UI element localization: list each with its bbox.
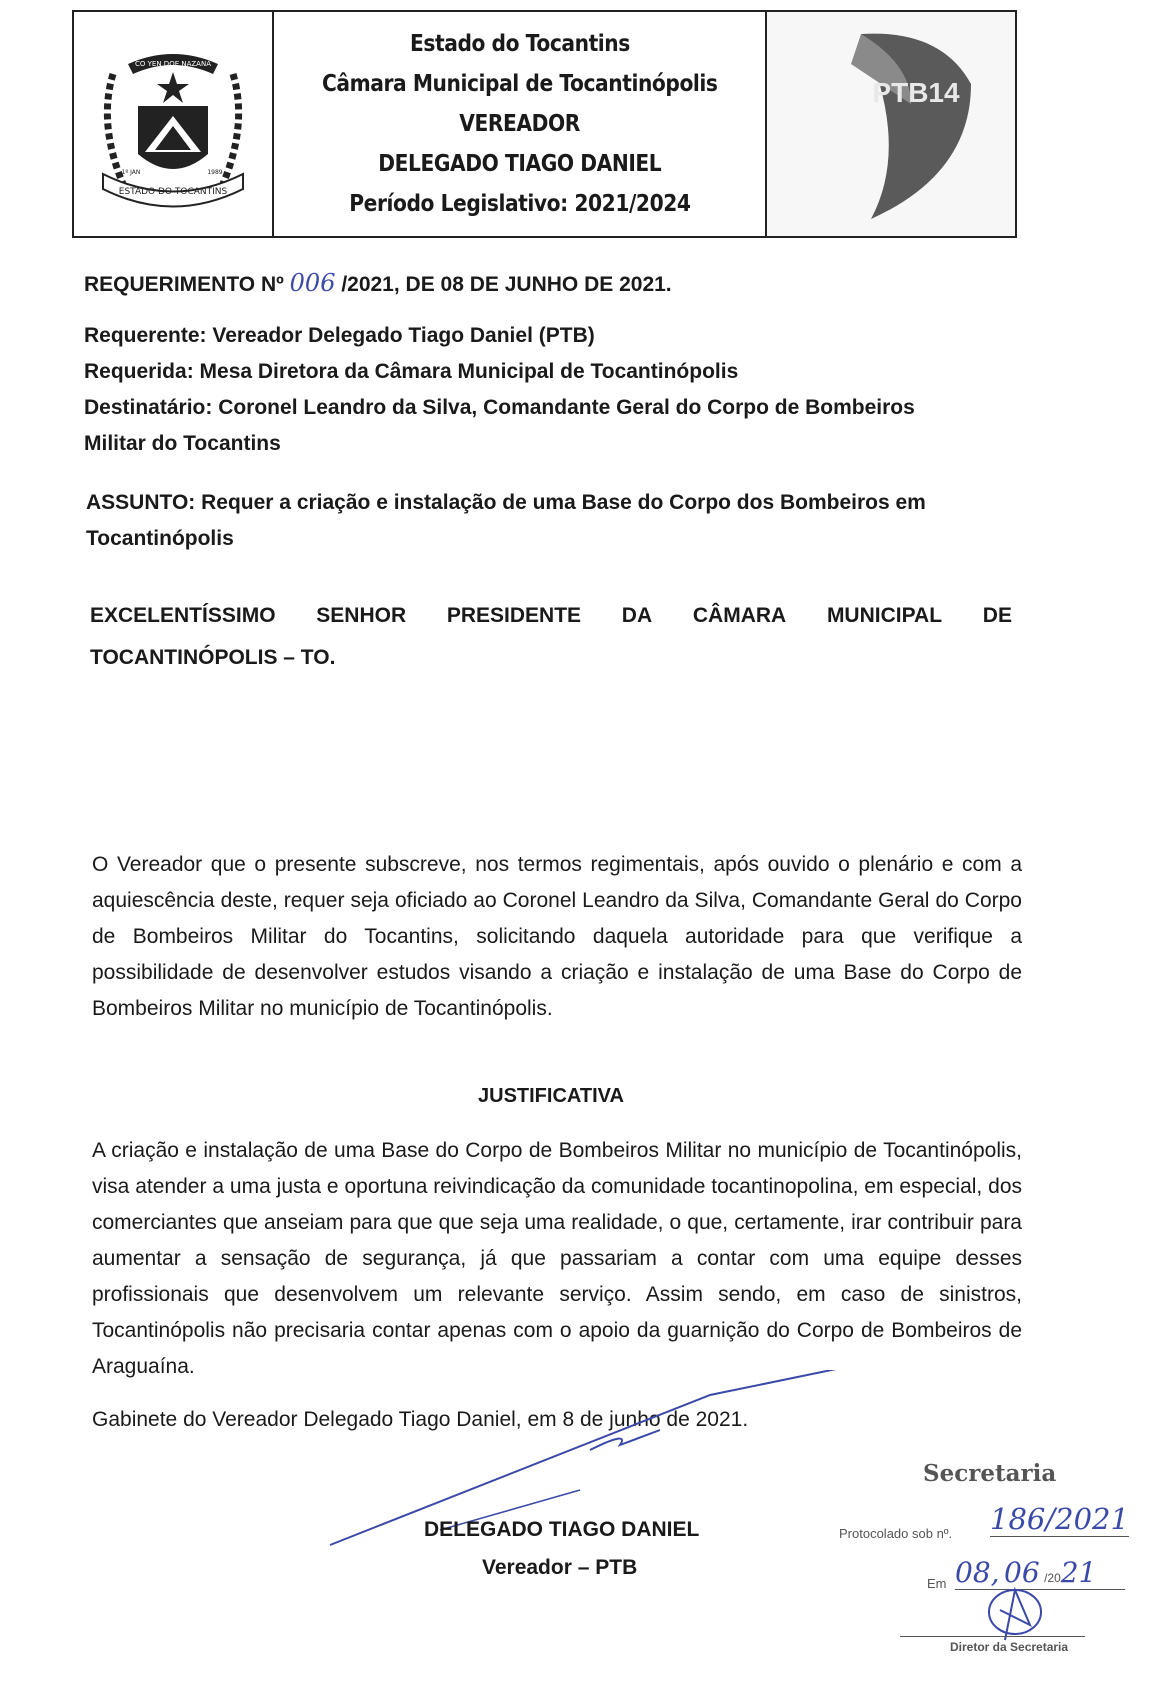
salutation-word: DE	[982, 604, 1012, 627]
salutation-word: DA	[621, 604, 653, 627]
svg-text:ESTADO DO TOCANTINS: ESTADO DO TOCANTINS	[118, 187, 228, 197]
requirement-number-line	[84, 265, 672, 303]
signatory-name: DELEGADO TIAGO DANIEL	[424, 1518, 700, 1541]
letterhead-title-block	[274, 12, 765, 236]
requirement-date: /2021, DE 08 DE JUNHO DE 2021.	[341, 273, 672, 296]
stamp-protocol-number: 186/2021	[990, 1502, 1129, 1536]
closing-line: Gabinete do Vereador Delegado Tiago Daniel, em 8 de junho de 2021.	[92, 1408, 749, 1431]
stamp-footer-label: Diretor da Secretaria	[950, 1640, 1069, 1654]
requested-line: Requerida: Mesa Diretora da Câmara Municipal de Tocantinópolis	[84, 360, 739, 383]
stamp-protocol-label: Protocolado sob nº.	[839, 1526, 953, 1541]
subject-line-2: Tocantinópolis	[86, 527, 234, 550]
salutation-line-2: TOCANTINÓPOLIS – TO.	[90, 646, 336, 669]
salutation-word: SENHOR	[316, 604, 407, 627]
subject-line-1: ASSUNTO: Requer a criação e instalação de uma Base do Corpo dos Bombeiros em	[86, 491, 926, 514]
stamp-footer-line	[900, 1636, 1085, 1637]
stamp-date-label: Em	[927, 1576, 947, 1591]
letterhead	[72, 10, 1017, 238]
justification-title: JUSTIFICATIVA	[478, 1085, 624, 1107]
state-name: Estado do Tocantins	[409, 31, 630, 57]
stamp-date: 08, 06 /2021	[955, 1556, 1125, 1590]
salutation-word: PRESIDENTE	[446, 604, 582, 627]
salutation-word: MUNICIPAL	[826, 604, 943, 627]
salutation-line-1	[90, 598, 1012, 634]
signatory-role: Vereador – PTB	[482, 1556, 638, 1579]
requirement-handwritten-number: 006	[289, 269, 336, 297]
tocantins-coat-of-arms-icon	[93, 34, 253, 214]
salutation-word: CÂMARA	[692, 604, 787, 627]
svg-text:CO YEN DOE NAZANA: CO YEN DOE NAZANA	[135, 60, 211, 68]
stamp-date-year-prefix: /20	[1044, 1571, 1061, 1585]
party-logo	[765, 12, 1015, 236]
stamp-date-month: 06	[1004, 1556, 1040, 1589]
chamber-name: Câmara Municipal de Tocantinópolis	[321, 71, 718, 97]
svg-text:PTB14: PTB14	[872, 77, 960, 108]
salutation-word: EXCELENTÍSSIMO	[90, 604, 276, 627]
stamp-date-year: 21	[1060, 1556, 1097, 1589]
recipient-line-1: Destinatário: Coronel Leandro da Silva, Comandante Geral do Corpo de Bombeiros	[84, 396, 915, 419]
legislative-period: Período Legislativo: 2021/2024	[348, 191, 691, 217]
request-body-paragraph: O Vereador que o presente subscreve, nos termos regimentais, após ouvido o plenário e com a aquiescência deste, requer seja oficiado ao Coronel Leandro da Silva, Comandante Geral do Corpo de Bombeiros Militar do Tocantins, solicitando daquela autoridade para que verifique a possibilidade de desenvolver estudos visando a criação e instalação de uma Base do Corpo de Bombeiros Militar no município de Tocantinópolis.	[92, 853, 1022, 1020]
stamp-title: Secretaria	[923, 1460, 1057, 1487]
justification-paragraph: A criação e instalação de uma Base do Corpo de Bombeiros Militar no município de Tocantinópolis, visa atender a uma justa e oportuna reivindicação da comunidade tocantinopolina, em especial, dos comerciantes que anseiam para que que seja uma realidade, o que, certamente, irar contribuir para aumentar a sensação de segurança, já que passariam a contar com uma equipe desses profissionais que desenvolvem um relevante serviço. Assim sendo, em caso de sinistros, Tocantinópolis não precisaria contar apenas com o apoio da guarnição do Corpo de Bombeiros de Araguaína.	[92, 1139, 1022, 1378]
svg-text:1º JAN: 1º JAN	[121, 169, 141, 176]
requester-line: Requerente: Vereador Delegado Tiago Daniel (PTB)	[84, 324, 595, 347]
svg-text:1989: 1989	[207, 169, 223, 176]
state-seal	[74, 12, 274, 236]
recipient-line-2: Militar do Tocantins	[84, 432, 281, 455]
councilor-name: DELEGADO TIAGO DANIEL	[378, 151, 661, 177]
stamp-date-day: 08	[955, 1556, 991, 1589]
office-title: VEREADOR	[459, 111, 580, 137]
requirement-prefix: REQUERIMENTO Nº	[84, 273, 284, 296]
ptb-party-logo-icon	[791, 24, 991, 224]
